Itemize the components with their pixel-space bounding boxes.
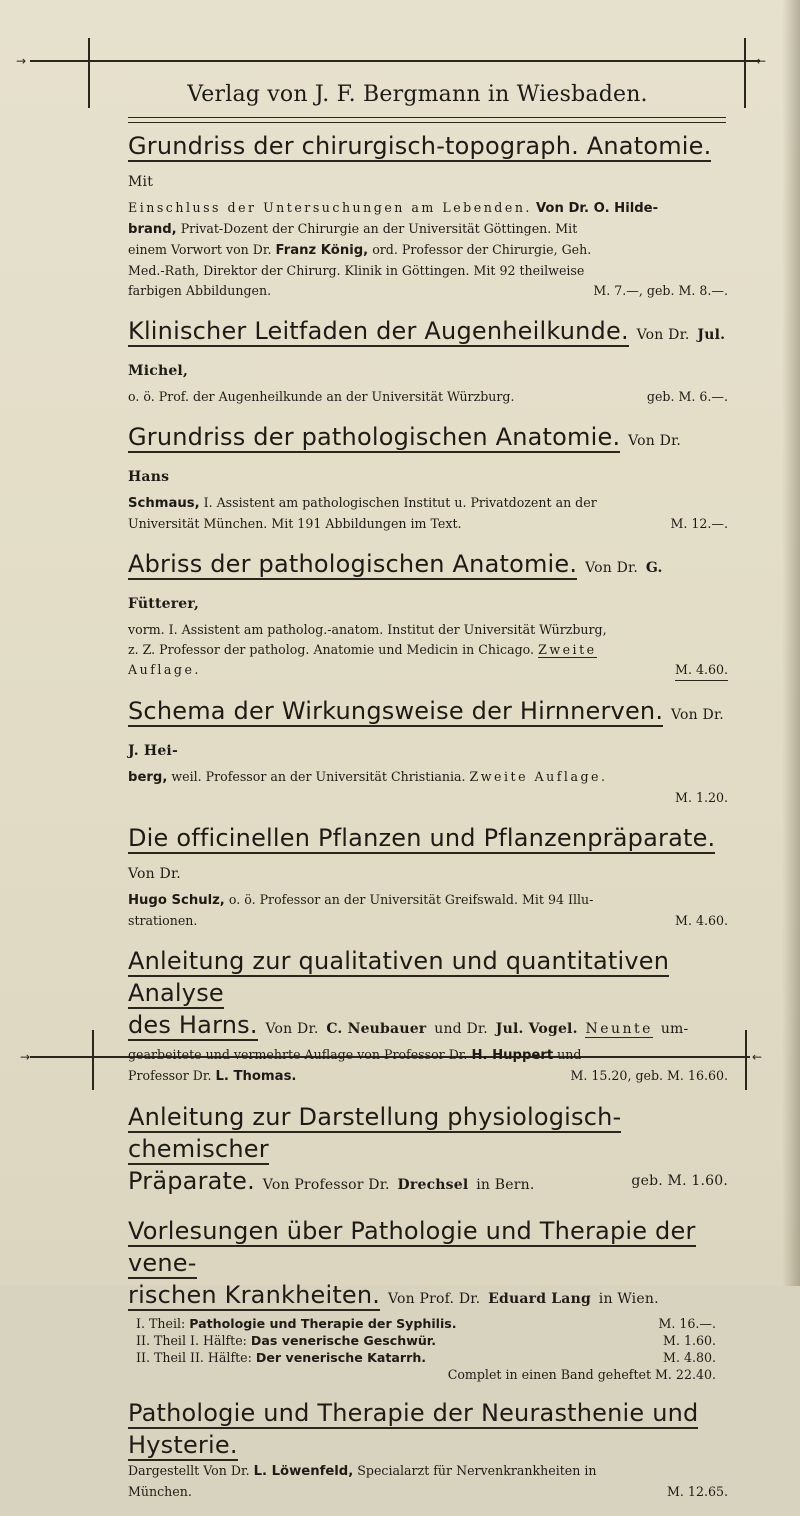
book-title-line xyxy=(128,130,728,198)
book-title: Die officinellen Pflanzen und Pflanzenpräparate. xyxy=(128,824,716,852)
author-name: C. Neubauer xyxy=(326,1021,427,1037)
book-title: Schema der Wirkungsweise der Hirnnerven. xyxy=(128,697,664,725)
book-title: Grundriss der chirurgisch-topograph. Anatomie. xyxy=(128,132,712,160)
book-title: Anleitung zur qualitativen und quantitativen Analyse xyxy=(128,947,670,1007)
book-description: o. ö. Prof. der Augenheilkunde an der Universität Würzburg. geb. M. 6.—. xyxy=(128,387,728,407)
book-title-line-2: rischen Krankheiten. Von Prof. Dr. Eduard Lang in Wien. xyxy=(128,1281,659,1309)
author-name: Hans xyxy=(128,469,170,485)
book-title: Pathologie und Therapie der Neurasthenie und Hysterie. xyxy=(128,1399,699,1459)
book-title-line: Grundriss der pathologischen Anatomie. Von Dr. Hans xyxy=(128,423,682,485)
book-entry xyxy=(128,945,728,1087)
edition: Neunte xyxy=(585,1021,653,1037)
arrow-left-icon: ← xyxy=(752,1050,763,1064)
crop-line-top xyxy=(30,60,760,62)
book-description: Schmaus, I. Assistent am pathologischen Institut u. Privatdozent an der Universität München. Mit 191 Abbildungen im Text. M. 12.—. xyxy=(128,493,728,534)
book-entry xyxy=(128,1215,728,1383)
author-name: Drechsel xyxy=(397,1177,469,1193)
price: M. 12.65. xyxy=(667,1484,728,1499)
book-entry xyxy=(128,130,728,301)
author-name: Jul. Vogel. xyxy=(495,1021,578,1037)
title-suffix: Mit xyxy=(128,174,154,190)
price: geb. M. 1.60. xyxy=(631,1173,728,1189)
book-title-cont: rischen Krankheiten. xyxy=(128,1281,381,1309)
header-double-rule xyxy=(128,117,726,123)
edition: Zweite xyxy=(538,642,597,657)
book-title-line: Schema der Wirkungsweise der Hirnnerven. Von Dr. J. Hei- xyxy=(128,697,724,759)
book-title: Vorlesungen über Pathologie und Therapie der vene- xyxy=(128,1217,696,1277)
price: M. 16.—. xyxy=(658,1316,716,1331)
publisher-header: Verlag von J. F. Bergmann in Wiesbaden. xyxy=(187,82,648,107)
book-entry xyxy=(128,315,728,407)
price: M. 7.—, geb. M. 8.—. xyxy=(593,283,728,298)
book-description: Einschluss der Untersuchungen am Lebenden. Von Dr. O. Hilde- brand, Privat-Dozent der Chirurgie an der Universität Göttingen. Mit einem Vorwort von Dr. Franz König, ord. Professor der Chirurgie, Geh. Med.-Rath, Direktor der Chirurg. Klinik in Göttingen. Mit 92 theilweise farbigen Abbildungen. M. 7.—, geb. M. 8.—. xyxy=(128,198,728,301)
book-title-line-2: des Harns. Von Dr. C. Neubauer und Dr. Jul. Vogel. Neunte um- xyxy=(128,1011,689,1039)
arrow-left-icon: ← xyxy=(756,54,767,68)
list-item: II. Theil I. Hälfte: Das venerische Geschwür. M. 1.60. xyxy=(136,1333,716,1348)
book-description: gearbeitete und vermehrte Auflage von Professor Dr. H. Huppert und Professor Dr. L. Thomas. M. 15.20, geb. M. 16.60. xyxy=(128,1045,728,1087)
book-entry xyxy=(128,695,728,808)
crop-mark-bottom-right xyxy=(745,1030,747,1090)
author-name: G. Fütterer, xyxy=(128,560,663,612)
book-title: Grundriss der pathologischen Anatomie. xyxy=(128,423,621,451)
price: geb. M. 6.—. xyxy=(646,389,728,404)
complete-edition-price: Complet in einen Band geheftet M. 22.40. xyxy=(447,1367,716,1382)
price: M. 4.80. xyxy=(663,1350,716,1365)
list-item: I. Theil: Pathologie und Therapie der Syphilis. M. 16.—. xyxy=(136,1316,716,1331)
book-title-cont: des Harns. xyxy=(128,1011,258,1039)
author-name: J. Hei- xyxy=(128,743,178,759)
volume-list xyxy=(136,1315,716,1383)
book-entry xyxy=(128,421,728,534)
book-description: Dargestellt Von Dr. L. Löwenfeld, Specialarzt für Nervenkrankheiten in München. M. 12.65. xyxy=(128,1461,728,1502)
book-description: berg, weil. Professor an der Universität Christiania. Zweite Auflage. M. 1.20. xyxy=(128,767,728,808)
price: M. 12.—. xyxy=(670,516,728,531)
book-title-line: Abriss der pathologischen Anatomie. Von Dr. G. Fütterer, xyxy=(128,550,663,612)
book-title: Abriss der pathologischen Anatomie. xyxy=(128,550,578,578)
arrow-right-icon: → xyxy=(16,54,27,68)
book-entry xyxy=(128,1397,728,1502)
arrow-right-icon: → xyxy=(20,1050,31,1064)
book-entry xyxy=(128,1101,728,1201)
price: M. 4.60. xyxy=(675,913,728,928)
book-title: Anleitung zur Darstellung physiologisch-chemischer xyxy=(128,1103,622,1163)
book-title-line: Klinischer Leitfaden der Augenheilkunde. Von Dr. Jul. Michel, xyxy=(128,317,726,379)
crop-mark-bottom-left xyxy=(92,1030,94,1090)
book-title-line xyxy=(128,1101,728,1165)
author-name: Jul. Michel, xyxy=(128,327,726,379)
author-name: Eduard Lang xyxy=(488,1291,591,1307)
price: M. 1.60. xyxy=(663,1333,716,1348)
book-title-line xyxy=(128,945,728,1009)
edition: Zweite Auflage. xyxy=(469,769,608,784)
book-title-line: Die officinellen Pflanzen und Pflanzenpräparate. Von Dr. xyxy=(128,824,716,882)
price: M. 4.60. xyxy=(675,660,728,681)
book-title-line xyxy=(128,1397,728,1461)
book-title: Klinischer Leitfaden der Augenheilkunde. xyxy=(128,317,629,345)
book-title-line-2: Präparate. Von Professor Dr. Drechsel in Bern. geb. M. 1.60. xyxy=(128,1165,728,1201)
list-item: II. Theil II. Hälfte: Der venerische Katarrh. M. 4.80. xyxy=(136,1350,716,1365)
book-description: Hugo Schulz, o. ö. Professor an der Universität Greifswald. Mit 94 Illu- strationen. M. 4.60. xyxy=(128,890,728,931)
book-title-cont: Präparate. xyxy=(128,1167,255,1195)
book-list xyxy=(128,130,728,1516)
book-entry xyxy=(128,822,728,931)
book-title-line xyxy=(128,1215,728,1279)
price: M. 1.20. xyxy=(675,790,728,805)
book-description: vorm. I. Assistent am patholog.-anatom. Institut der Universität Würzburg, z. Z. Professor der patholog. Anatomie und Medicin in Chicago. Zweite Auflage. M. 4.60. xyxy=(128,620,728,681)
book-entry xyxy=(128,548,728,681)
price: M. 15.20, geb. M. 16.60. xyxy=(570,1068,728,1083)
